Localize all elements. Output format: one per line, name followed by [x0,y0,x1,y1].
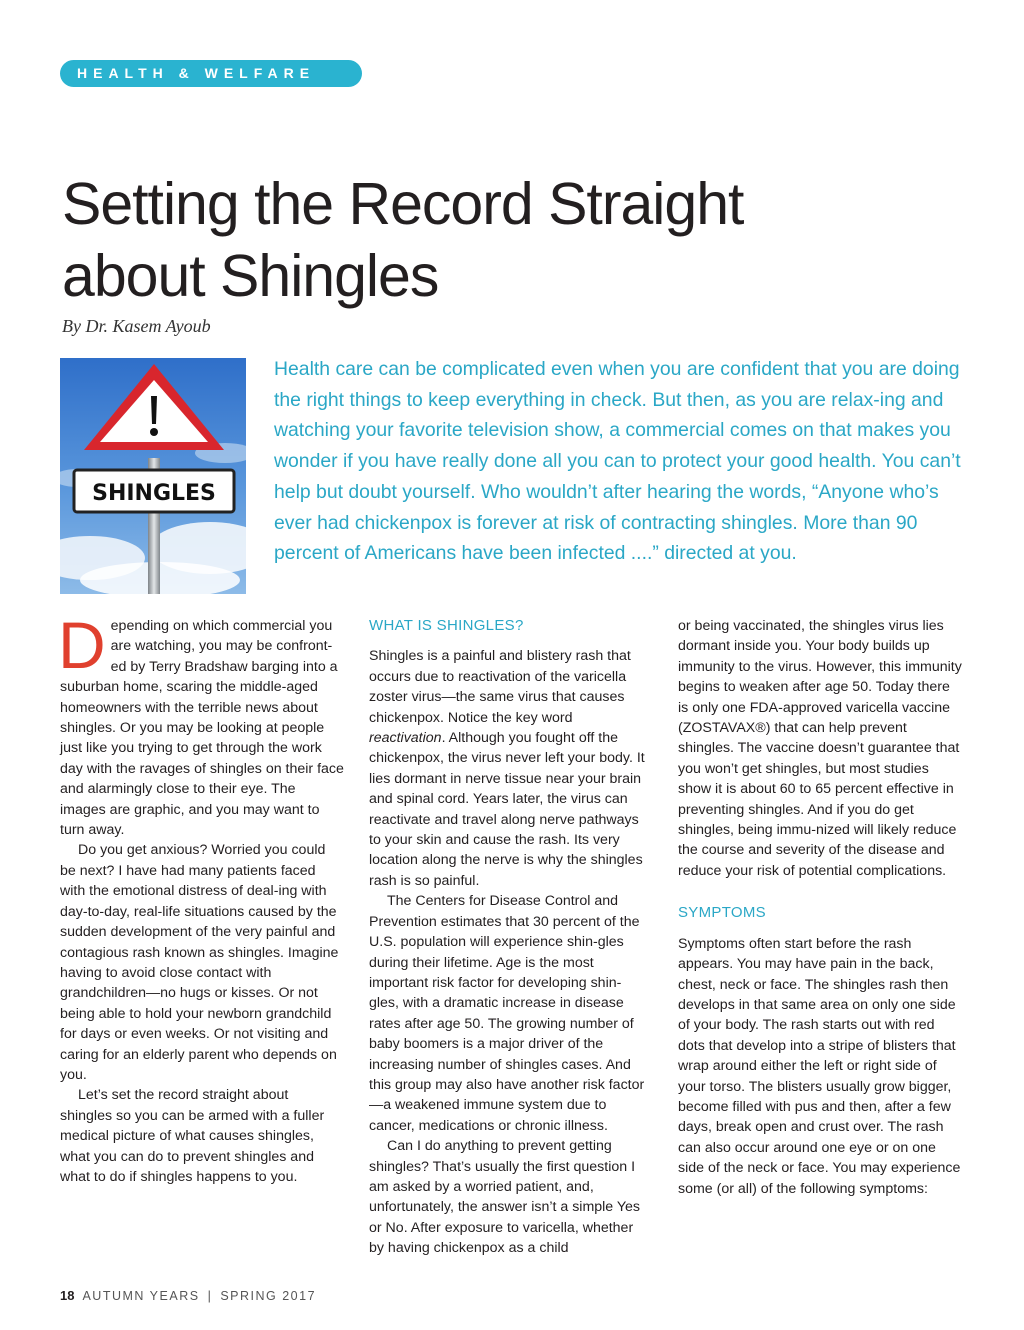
col3-paragraph-1: or being vaccinated, the shingles virus lies dormant inside you. Your body builds up immunity to the virus. However, this immunity begins to weaken after age 50. Today there is only one FDA-approved varicella vaccine (ZOSTAVAX®) that can help prevent shingles. The vaccine doesn’t guarantee that you won’t get shingles, but most studies show it is about 60 to 65 percent effective in preventing shingles. And if you do get shingles, being immu-nized will likely reduce the course and severity of the disease and reduce your risk of potential complications. [678,618,962,879]
column-2 [369,616,651,1259]
col1-paragraph-3: Let’s set the record straight about shingles so you can be armed with a fuller medical picture of what causes shingles, what you can do to prevent shingles and what to do if shingles happens to you. [60,1087,325,1185]
subhead-what-is-shingles: WHAT IS SHINGLES? [369,617,524,634]
section-tab: HEALTH & WELFARE [60,60,362,87]
intro-paragraph: Health care can be complicated even when you are confident that you are doing the right things to keep everything in check. But then, as you are relax-ing and watching your favorite television show, a commercial comes on that makes you wonder if you have really done all you can to protect your good health. You can’t help but doubt yourself. Who wouldn’t after hearing the words, “Anyone who’s ever had chickenpox is forever at risk of contracting shingles. More than 90 percent of Americans have been infected ....” directed at you. [274,358,961,565]
column-1 [58,608,344,1187]
article-title [62,168,822,312]
footer-separator: | [207,1289,213,1303]
title-line-2: about Shingles [62,243,439,309]
emphasis-reactivation: reactivation [369,730,442,747]
byline: By Dr. Kasem Ayoub [62,316,211,336]
shingles-sign-image [60,358,246,594]
subhead-symptoms: SYMPTOMS [678,904,766,922]
page-footer [60,1288,316,1303]
issue-date: SPRING 2017 [220,1289,317,1303]
col2-paragraph-1: Shingles is a painful and blistery rash that occurs due to reactivation of the varicella zoster virus—the same virus that causes chickenpox. Notice the key word reactivation. Although you fought off the chickenpox, the virus never left your body. It lies dormant in nerve tissue near your brain and spinal cord. Years later, the virus can reactivate and travel along nerve pathways to your skin and cause the rash. Its very location along the nerve is why the shingles rash is so painful. [369,648,645,889]
col3-paragraph-2: Symptoms often start before the rash appears. You may have pain in the back, chest, neck or face. The shingles rash then develops in that same area on only one side of your body. The rash starts out with red dots that develop into a stripe of blisters that wrap around either the left or right side of your torso. The blisters usually grow bigger, become filled with pus and then, after a few days, break open and crust over. The rash can also occur around one eye or on one side of the neck or face. You may experience some (or all) of the following symptoms: [678,935,961,1197]
sign-text: SHINGLES [92,481,216,506]
col2-paragraph-2: The Centers for Disease Control and Prevention estimates that 30 percent of the U.S. population will experience shin-gles during their lifetime. Age is the most important risk factor for developing shin-gles, with a dramatic increase in disease rates after age 50. The growing number of baby boomers is a major driver of the increasing number of shingles cases. And this group may also have another risk factor—a weakened immune system due to cancer, medications or chronic illness. [369,893,645,1134]
column-3 [678,616,964,1199]
title-line-1: Setting the Record Straight [62,171,744,237]
page-number: 18 [60,1288,75,1303]
drop-cap: D [58,608,106,682]
col2-paragraph-3: Can I do anything to prevent getting shingles? That’s usually the first question I am asked by a worried patient, and, unfortunately, the answer isn’t a simple Yes or No. After exposure to varicella, whether by having chickenpox as a child [369,1138,641,1257]
col1-paragraph-2: Do you get anxious? Worried you could be next? I have had many patients faced with the emotional distress of deal-ing with day-to-day, real-life situations caused by the sudden development of the very painful and contagious rash known as shingles. Imagine having to avoid close contact with grandchildren—no hugs or kisses. Or not being able to hold your newborn grandchild for days or even weeks. Or not visiting and caring for an elderly parent who depends on you. [60,842,339,1083]
col1-paragraph-1: epending on which commercial you are watching, you may be confront-ed by Terry Bradshaw barging into a suburban home, scaring the middle-aged homeowners with the terrible news about shingles. Or you may be looking at people just like you trying to get through the work day with the ravages of shingles on their face and alarmingly close to their eye. The images are graphic, and you may want to turn away. [60,618,344,839]
publication-name: AUTUMN YEARS [82,1289,200,1303]
